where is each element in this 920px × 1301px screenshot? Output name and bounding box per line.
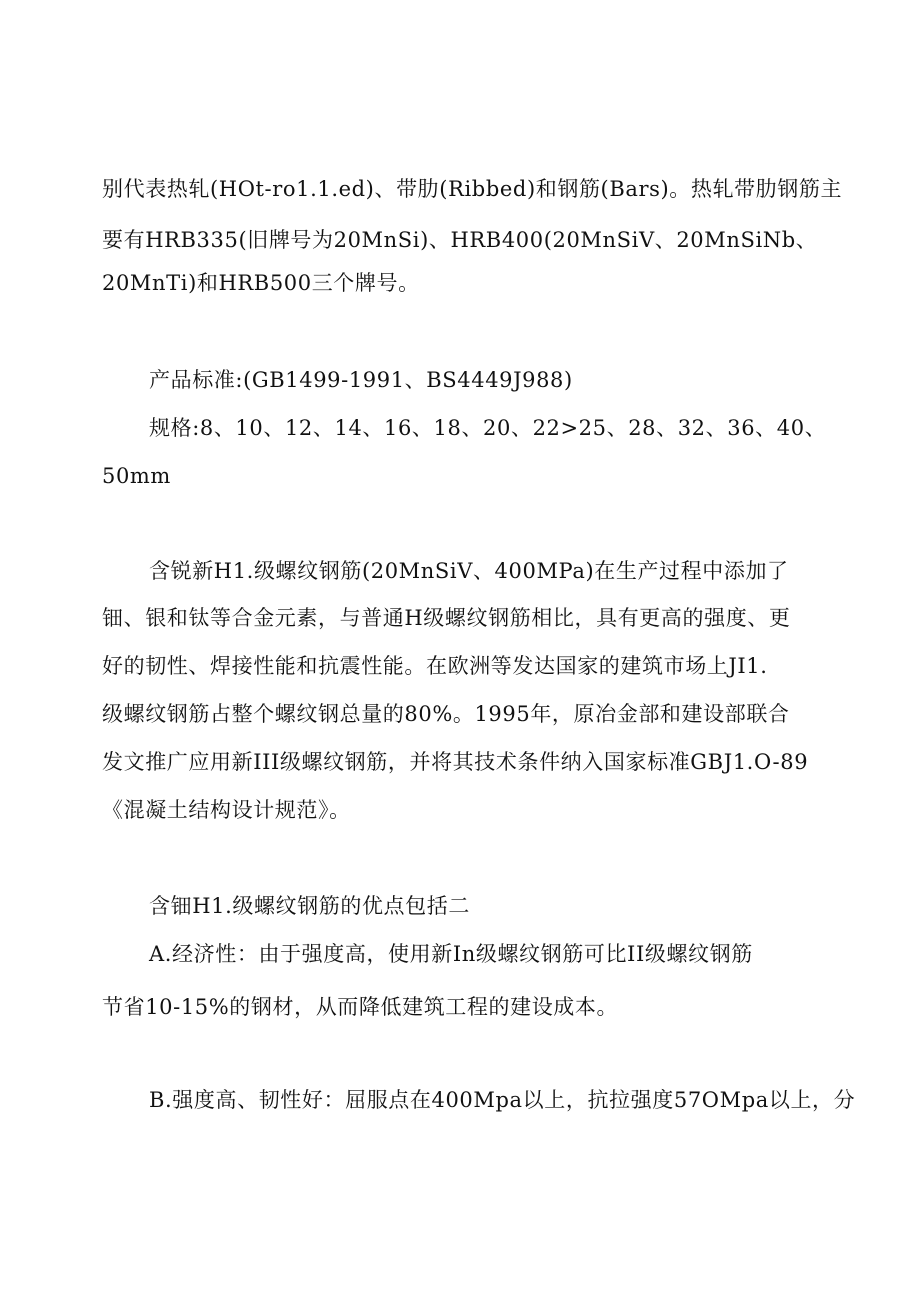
text-line: 钿、银和钛等合金元素，与普通H级螺纹钢筋相比，具有更高的强度、更 (102, 606, 791, 630)
text-line: 级螺纹钢筋占整个螺纹钢总量的80%。1995年，原冶金部和建设部联合 (102, 702, 790, 726)
text-line: A.经济性：由于强度高，使用新In级螺纹钢筋可比II级螺纹钢筋 (149, 942, 753, 966)
text-line: 发文推广应用新III级螺纹钢筋，并将其技术条件纳入国家标准GBJ1.O-89 (102, 750, 809, 774)
text-line: 别代表热轧(HOt-ro1.1.ed)、带肋(Ribbed)和钢筋(Bars)。热轧带肋钢筋主 (102, 177, 843, 201)
text-line: B.强度高、韧性好：屈服点在400Mpa以上，抗拉强度57OMpa以上，分 (149, 1088, 856, 1112)
text-line: 节省10-15%的钢材，从而降低建筑工程的建设成本。 (102, 995, 619, 1019)
text-line: 《混凝土结构设计规范》。 (102, 798, 351, 822)
text-line: 含钿H1.级螺纹钢筋的优点包括二 (149, 894, 470, 918)
text-line: 50mm (102, 464, 171, 488)
text-line: 产品标准:(GB1499-1991、BS4449J988) (149, 368, 573, 392)
text-line: 含锐新H1.级螺纹钢筋(20MnSiV、400MPa)在生产过程中添加了 (149, 559, 789, 583)
text-line: 好的韧性、焊接性能和抗震性能。在欧洲等发达国家的建筑市场上JI1. (102, 654, 768, 678)
text-line: 20MnTi)和HRB500三个牌号。 (102, 271, 420, 295)
text-line: 规格:8、10、12、14、16、18、20、22>25、28、32、36、40、 (149, 416, 827, 440)
text-line: 要有HRB335(旧牌号为20MnSi)、HRB400(20MnSiV、20MnSiNb、 (102, 228, 818, 252)
